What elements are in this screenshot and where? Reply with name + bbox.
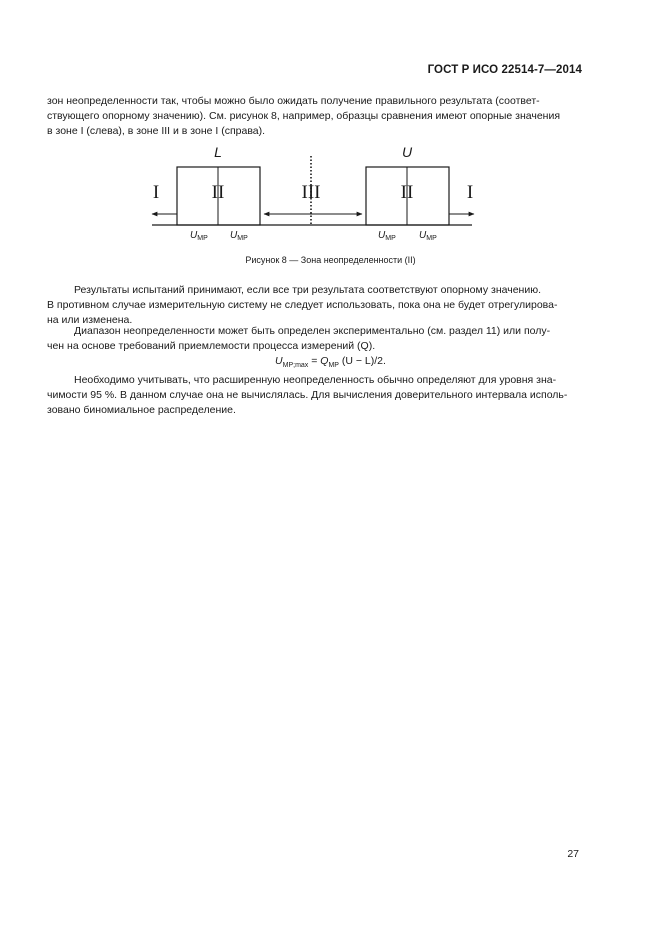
zone-II-right: II	[400, 182, 414, 203]
figure-caption: Рисунок 8 — Зона неопределенности (II)	[245, 255, 416, 265]
formula-rest: (U − L)/2.	[338, 355, 386, 367]
text-line: зон неопределенности так, чтобы можно было ожидать получение правильного результата (соответ-	[47, 95, 540, 107]
text-line: Необходимо учитывать, что расширенную неопределенность обычно определяют для уровня зна-	[74, 374, 557, 386]
u-mp-label-1: $U_{MP}$	[190, 230, 208, 242]
paragraph-expanded-uncertainty	[47, 373, 583, 418]
u-mp-label-2: $U_{MP}$	[230, 230, 248, 242]
formula-u-sub: MP;max	[282, 362, 309, 370]
page-number: 27	[567, 848, 579, 860]
text-line: Диапазон неопределенности может быть определен экспериментально (см. раздел 11) или полу-	[74, 325, 551, 337]
formula-q: Q	[320, 355, 329, 367]
u-mp-label-3: $U_{MP}$	[378, 230, 396, 242]
text-line: чимости 95 %. В данном случае она не вычислялась. Для вычисления доверительного интервала исполь-	[47, 389, 568, 401]
label-L: L	[214, 144, 222, 160]
formula	[0, 355, 661, 369]
document-code: ГОСТ Р ИСО 22514-7—2014	[427, 64, 582, 76]
u-mp-label-4: $U_{MP}$	[419, 230, 437, 242]
uncertainty-zones-figure	[0, 140, 661, 250]
text-line: чен на основе требований приемлемости процесса измерений (Q).	[47, 340, 376, 352]
text-line: на или изменена.	[47, 314, 133, 326]
paragraph-range	[47, 324, 583, 354]
text-line: ствующего опорному значению). См. рисунок 8, например, образцы сравнения имеют опорные значения	[47, 110, 561, 122]
zone-III: III	[301, 182, 321, 203]
formula-eq: =	[308, 355, 321, 367]
text-line: в зоне I (слева), в зоне III и в зоне I (справа).	[47, 125, 266, 137]
formula-u: U	[275, 355, 283, 367]
zone-II-left: II	[211, 182, 225, 203]
label-U: U	[401, 144, 413, 160]
paragraph-acceptance	[47, 283, 583, 328]
zone-I-left: I	[152, 182, 160, 203]
text-line: Результаты испытаний принимают, если все три результата соответствуют опорному значению.	[74, 284, 541, 296]
paragraph-zones-intro	[47, 94, 583, 139]
zone-I-right: I	[466, 182, 474, 203]
text-line: зовано биномиальное распределение.	[47, 404, 236, 416]
formula-q-sub: MP	[328, 362, 339, 370]
text-line: В противном случае измерительную систему не следует использовать, пока она не будет отрегулирова-	[47, 299, 558, 311]
